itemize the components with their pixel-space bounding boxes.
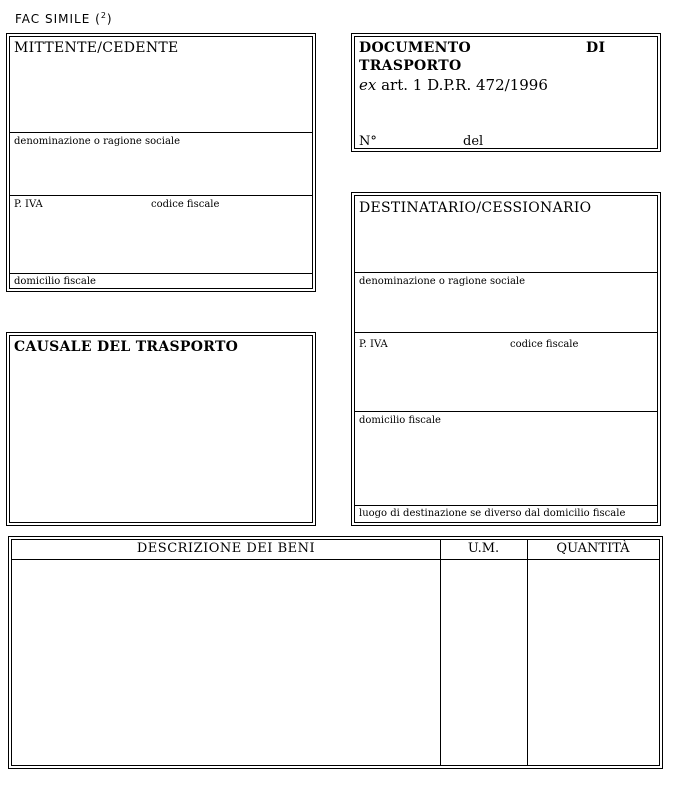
sender-domicile-label: domicilio fiscale bbox=[14, 276, 96, 287]
document-title-word2: DI bbox=[586, 40, 606, 56]
divider bbox=[355, 505, 657, 506]
column-header-quantity: QUANTITÀ bbox=[556, 541, 630, 556]
recipient-name-label: denominazione o ragione sociale bbox=[359, 276, 526, 287]
document-reference: ex art. 1 D.P.R. 472/1996 bbox=[359, 76, 548, 94]
column-header-description: DESCRIZIONE DEI BENI bbox=[136, 541, 316, 556]
divider bbox=[355, 332, 657, 333]
footnote-ref: ($^2$) bbox=[95, 11, 113, 26]
recipient-section bbox=[351, 192, 661, 526]
goods-table bbox=[8, 536, 663, 769]
page-header bbox=[15, 11, 113, 26]
reason-title: CAUSALE DEL TRASPORTO bbox=[14, 339, 239, 355]
recipient-tax-code-label: codice fiscale bbox=[510, 339, 579, 350]
sender-title: MITTENTE/CEDENTE bbox=[14, 40, 179, 56]
sender-vat-label: P. IVA bbox=[14, 199, 43, 210]
document-section bbox=[351, 33, 661, 152]
recipient-title: DESTINATARIO/CESSIONARIO bbox=[359, 200, 592, 216]
recipient-vat-label: P. IVA bbox=[359, 339, 388, 350]
reason-section bbox=[6, 332, 316, 526]
divider bbox=[355, 272, 657, 273]
divider bbox=[10, 273, 312, 274]
recipient-destination-label: luogo di destinazione se diverso dal domicilio fiscale bbox=[359, 508, 626, 519]
table-header-divider bbox=[12, 559, 659, 560]
column-header-unit: U.M. bbox=[467, 541, 500, 556]
column-divider bbox=[527, 540, 528, 765]
sender-name-label: denominazione o ragione sociale bbox=[14, 136, 181, 147]
header-label: FAC SIMILE bbox=[15, 12, 91, 26]
recipient-domicile-label: domicilio fiscale bbox=[359, 415, 441, 426]
divider bbox=[355, 411, 657, 412]
document-number-label: N° bbox=[359, 134, 377, 149]
document-title-line2: TRASPORTO bbox=[359, 58, 462, 74]
divider bbox=[10, 195, 312, 196]
document-title-word1: DOCUMENTO bbox=[359, 40, 471, 56]
sender-section bbox=[6, 33, 316, 292]
column-divider bbox=[440, 540, 441, 765]
sender-tax-code-label: codice fiscale bbox=[151, 199, 220, 210]
divider bbox=[10, 132, 312, 133]
document-date-label: del bbox=[463, 134, 484, 149]
